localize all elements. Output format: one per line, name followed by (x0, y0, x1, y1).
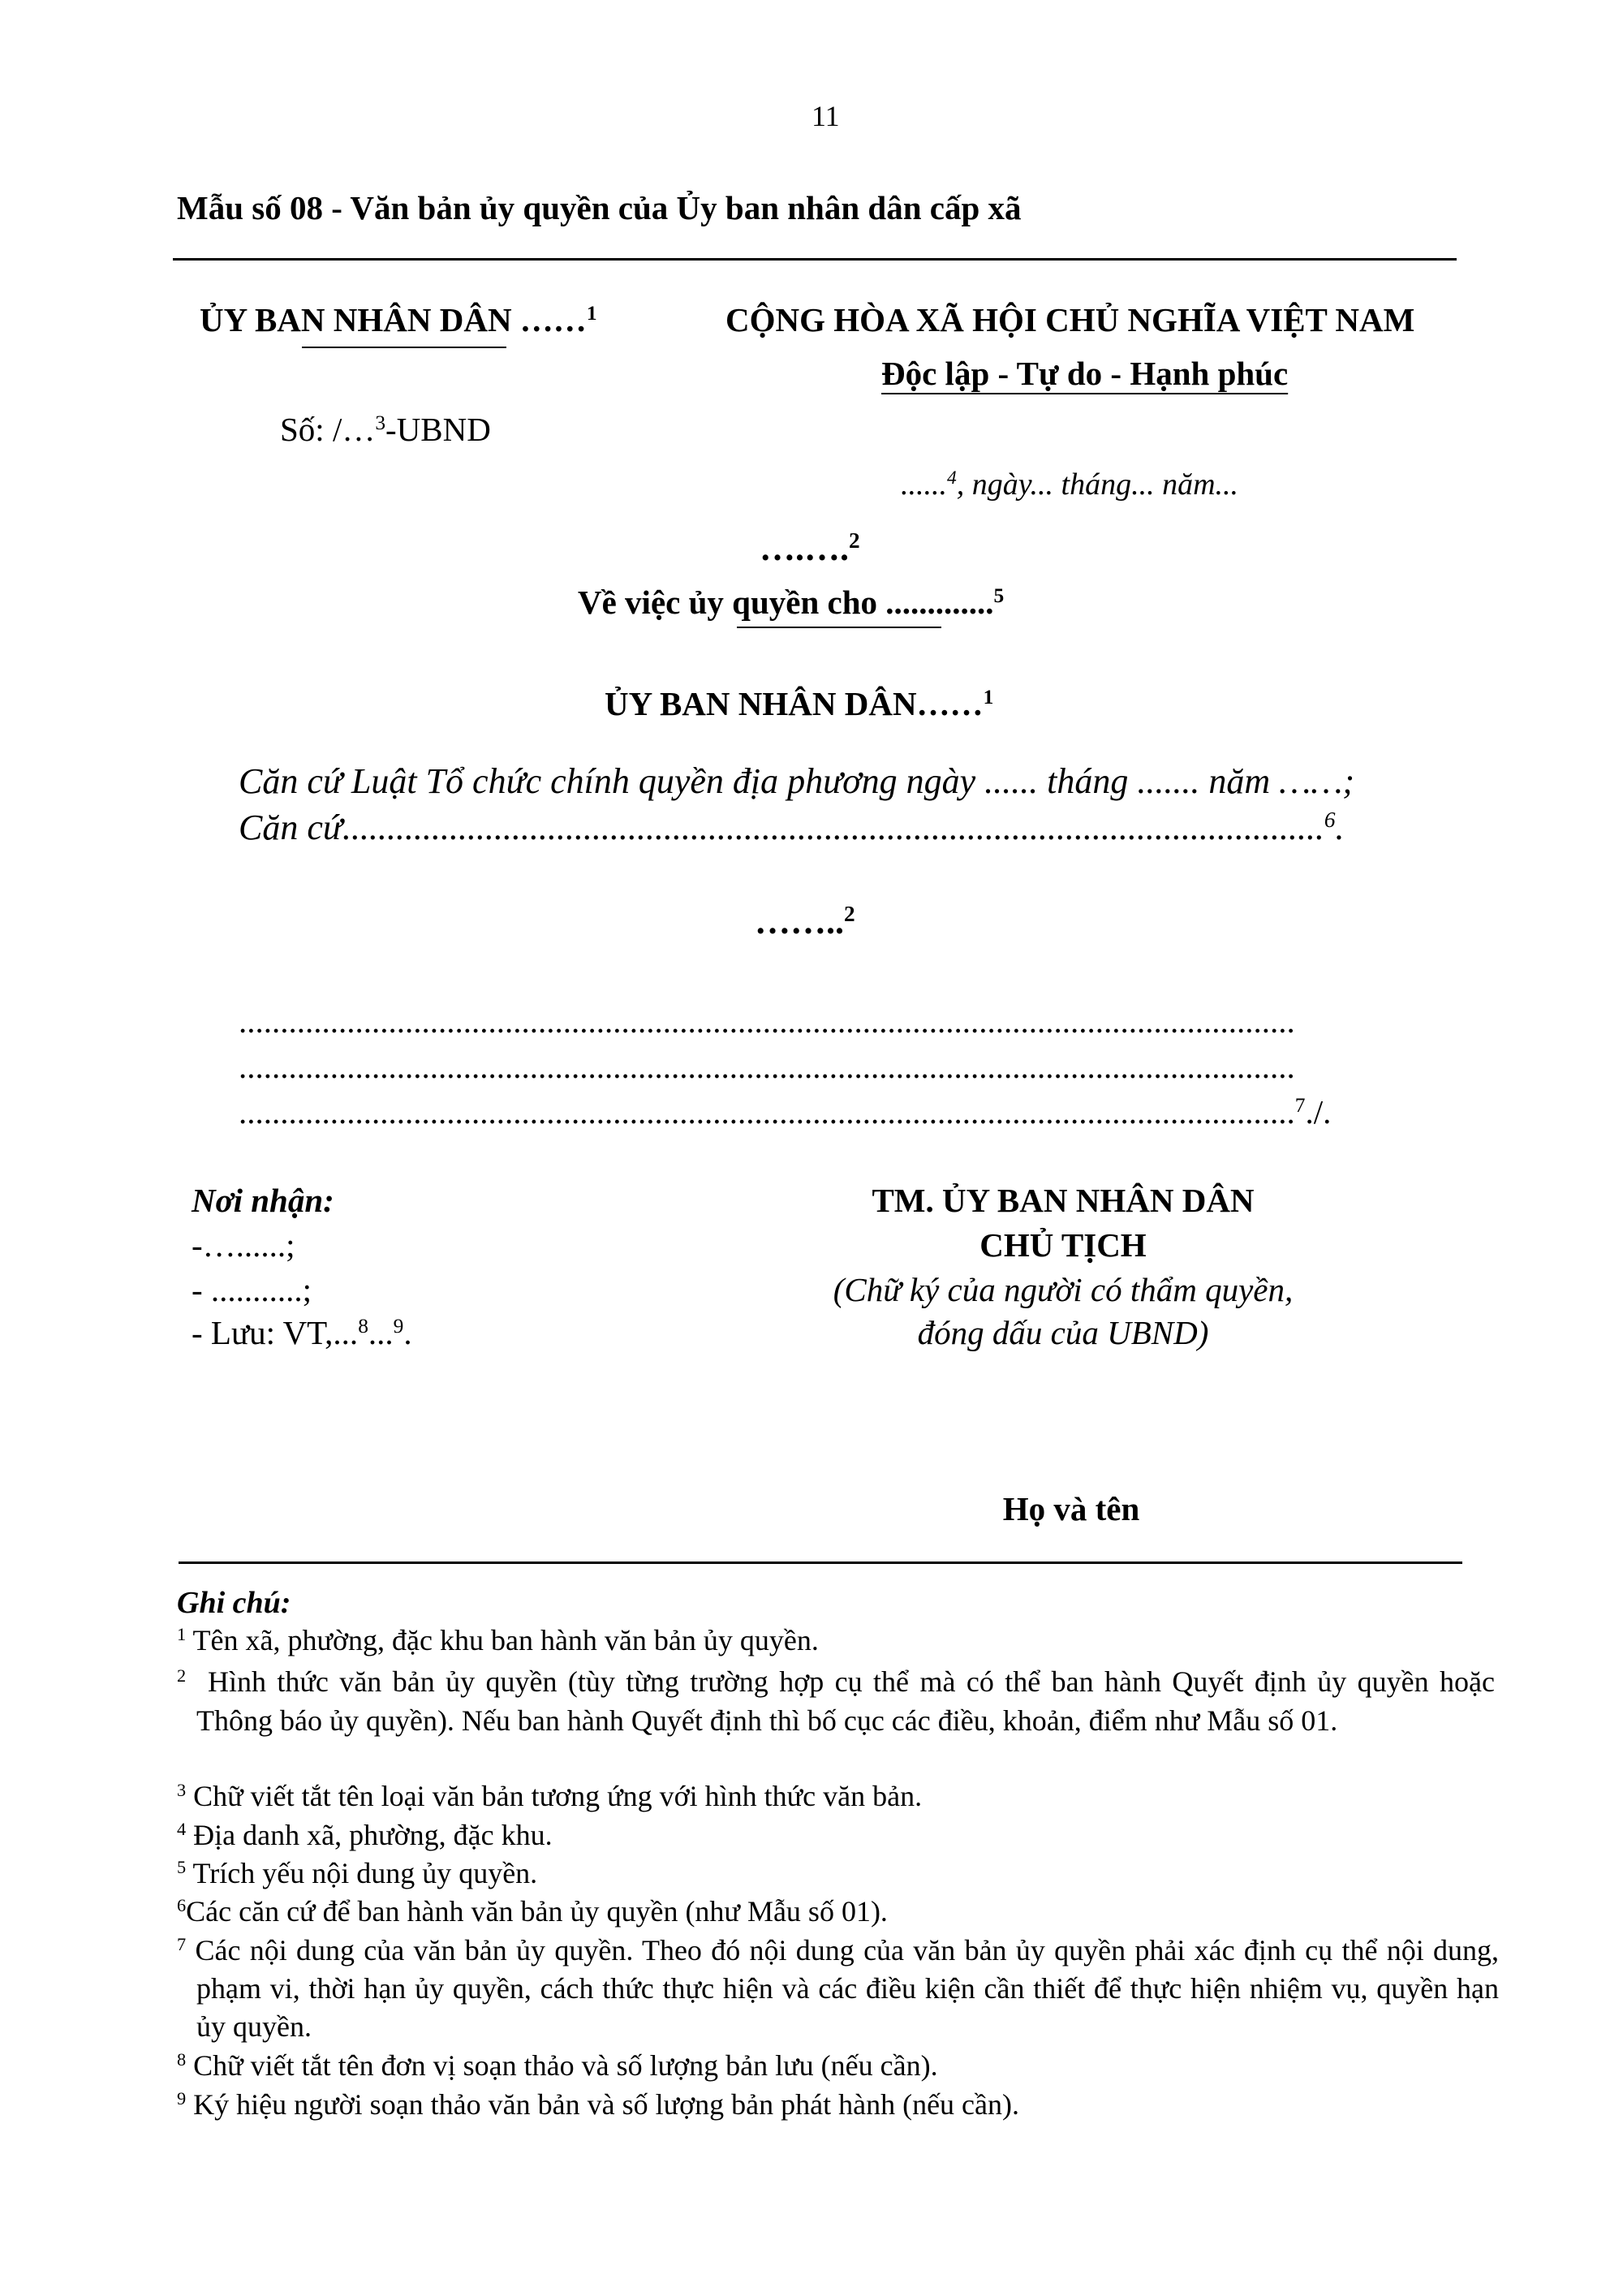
page-number: 11 (812, 100, 840, 132)
content-line-3: ...............................................................................................................................$^7$./. (239, 1093, 1332, 1131)
content-line-2: ............................................................................................................................... (239, 1048, 1295, 1085)
note-item: $^3$ Chữ viết tắt tên loại văn bản tương ứng với hình thức văn bản. (177, 1779, 923, 1812)
signer-name: Họ và tên (1002, 1490, 1140, 1527)
legal-basis-2: Căn cứ..............................................................................................................$^6$. (239, 808, 1345, 847)
notes-heading: Ghi chú: (177, 1586, 291, 1620)
document-subject: Về việc ủy quyền cho .............$^5$ (578, 584, 1005, 621)
signature-note-1: (Chữ ký của người có thẩm quyền, (833, 1271, 1294, 1308)
recipient-line-2: - ...........; (192, 1271, 312, 1308)
content-line-1: ............................................................................................................................... (239, 1002, 1295, 1040)
document-type: ….….$^2$ (760, 528, 860, 568)
issuer-name: ỦY BAN NHÂN DÂN ……$^1$ (200, 301, 597, 338)
note-item: $^2$ Hình thức văn bản ủy quyền (tùy từng trường hợp cụ thể mà có thể ban hành Quyết định ủy quyền hoặc Thông báo ủy quyền). Nếu ban hành Quyết định thì bố cục các điều, khoản, điểm như Mẫu số 01. (177, 1665, 1496, 1737)
note-item: $^5$ Trích yếu nội dung ủy quyền. (177, 1856, 538, 1889)
note-item: $^7$ Các nội dung của văn bản ủy quyền. Theo đó nội dung của văn bản ủy quyền phải xác định cụ thể nội dung, phạm vi, thời hạn ủy quyền, cách thức thực hiện và các điều kiện cần thiết để thực hiện nhiệm vụ, quyền hạn ủy quyền. (177, 1933, 1500, 2043)
note-item: $^8$ Chữ viết tắt tên đơn vị soạn thảo và số lượng bản lưu (nếu cần). (177, 2048, 938, 2082)
title-divider (173, 258, 1457, 261)
notes-divider (179, 1562, 1462, 1564)
subject-underline (737, 627, 941, 628)
country-name: CỘNG HÒA XÃ HỘI CHỦ NGHĨA VIỆT NAM (725, 301, 1415, 338)
recipients-heading: Nơi nhận: (192, 1182, 334, 1219)
place-date: ......$^4$, ngày... tháng... năm... (901, 467, 1239, 502)
form-title: Mẫu số 08 - Văn bản ủy quyền của Ủy ban nhân dân cấp xã (177, 189, 1022, 226)
note-item: $^6$Các căn cứ để ban hành văn bản ủy quyền (như Mẫu số 01). (177, 1894, 888, 1928)
document-type-2: ……..$^2$ (755, 902, 855, 941)
legal-basis-1: Căn cứ Luật Tổ chức chính quyền địa phương ngày ...... tháng ....... năm ……; (239, 761, 1355, 801)
recipient-archive: - Lưu: VT,...$^8$...$^9$. (192, 1314, 412, 1351)
note-item: $^1$ Tên xã, phường, đặc khu ban hành văn bản ủy quyền. (177, 1623, 819, 1656)
signature-on-behalf: TM. ỦY BAN NHÂN DÂN (872, 1182, 1255, 1219)
national-motto: Độc lập - Tự do - Hạnh phúc (881, 355, 1289, 392)
recipient-line-1: -…......; (192, 1226, 295, 1264)
note-item: $^9$ Ký hiệu người soạn thảo văn bản và số lượng bản phát hành (nếu cần). (177, 2087, 1019, 2121)
document-number: Số: /…$^3$-UBND (280, 411, 491, 448)
authority-heading: ỦY BAN NHÂN DÂN……$^1$ (605, 685, 994, 722)
note-item: $^4$ Địa danh xã, phường, đặc khu. (177, 1818, 553, 1851)
signature-note-2: đóng dấu của UBND) (917, 1314, 1209, 1351)
signature-title: CHỦ TỊCH (979, 1226, 1147, 1264)
issuer-underline (302, 347, 506, 348)
